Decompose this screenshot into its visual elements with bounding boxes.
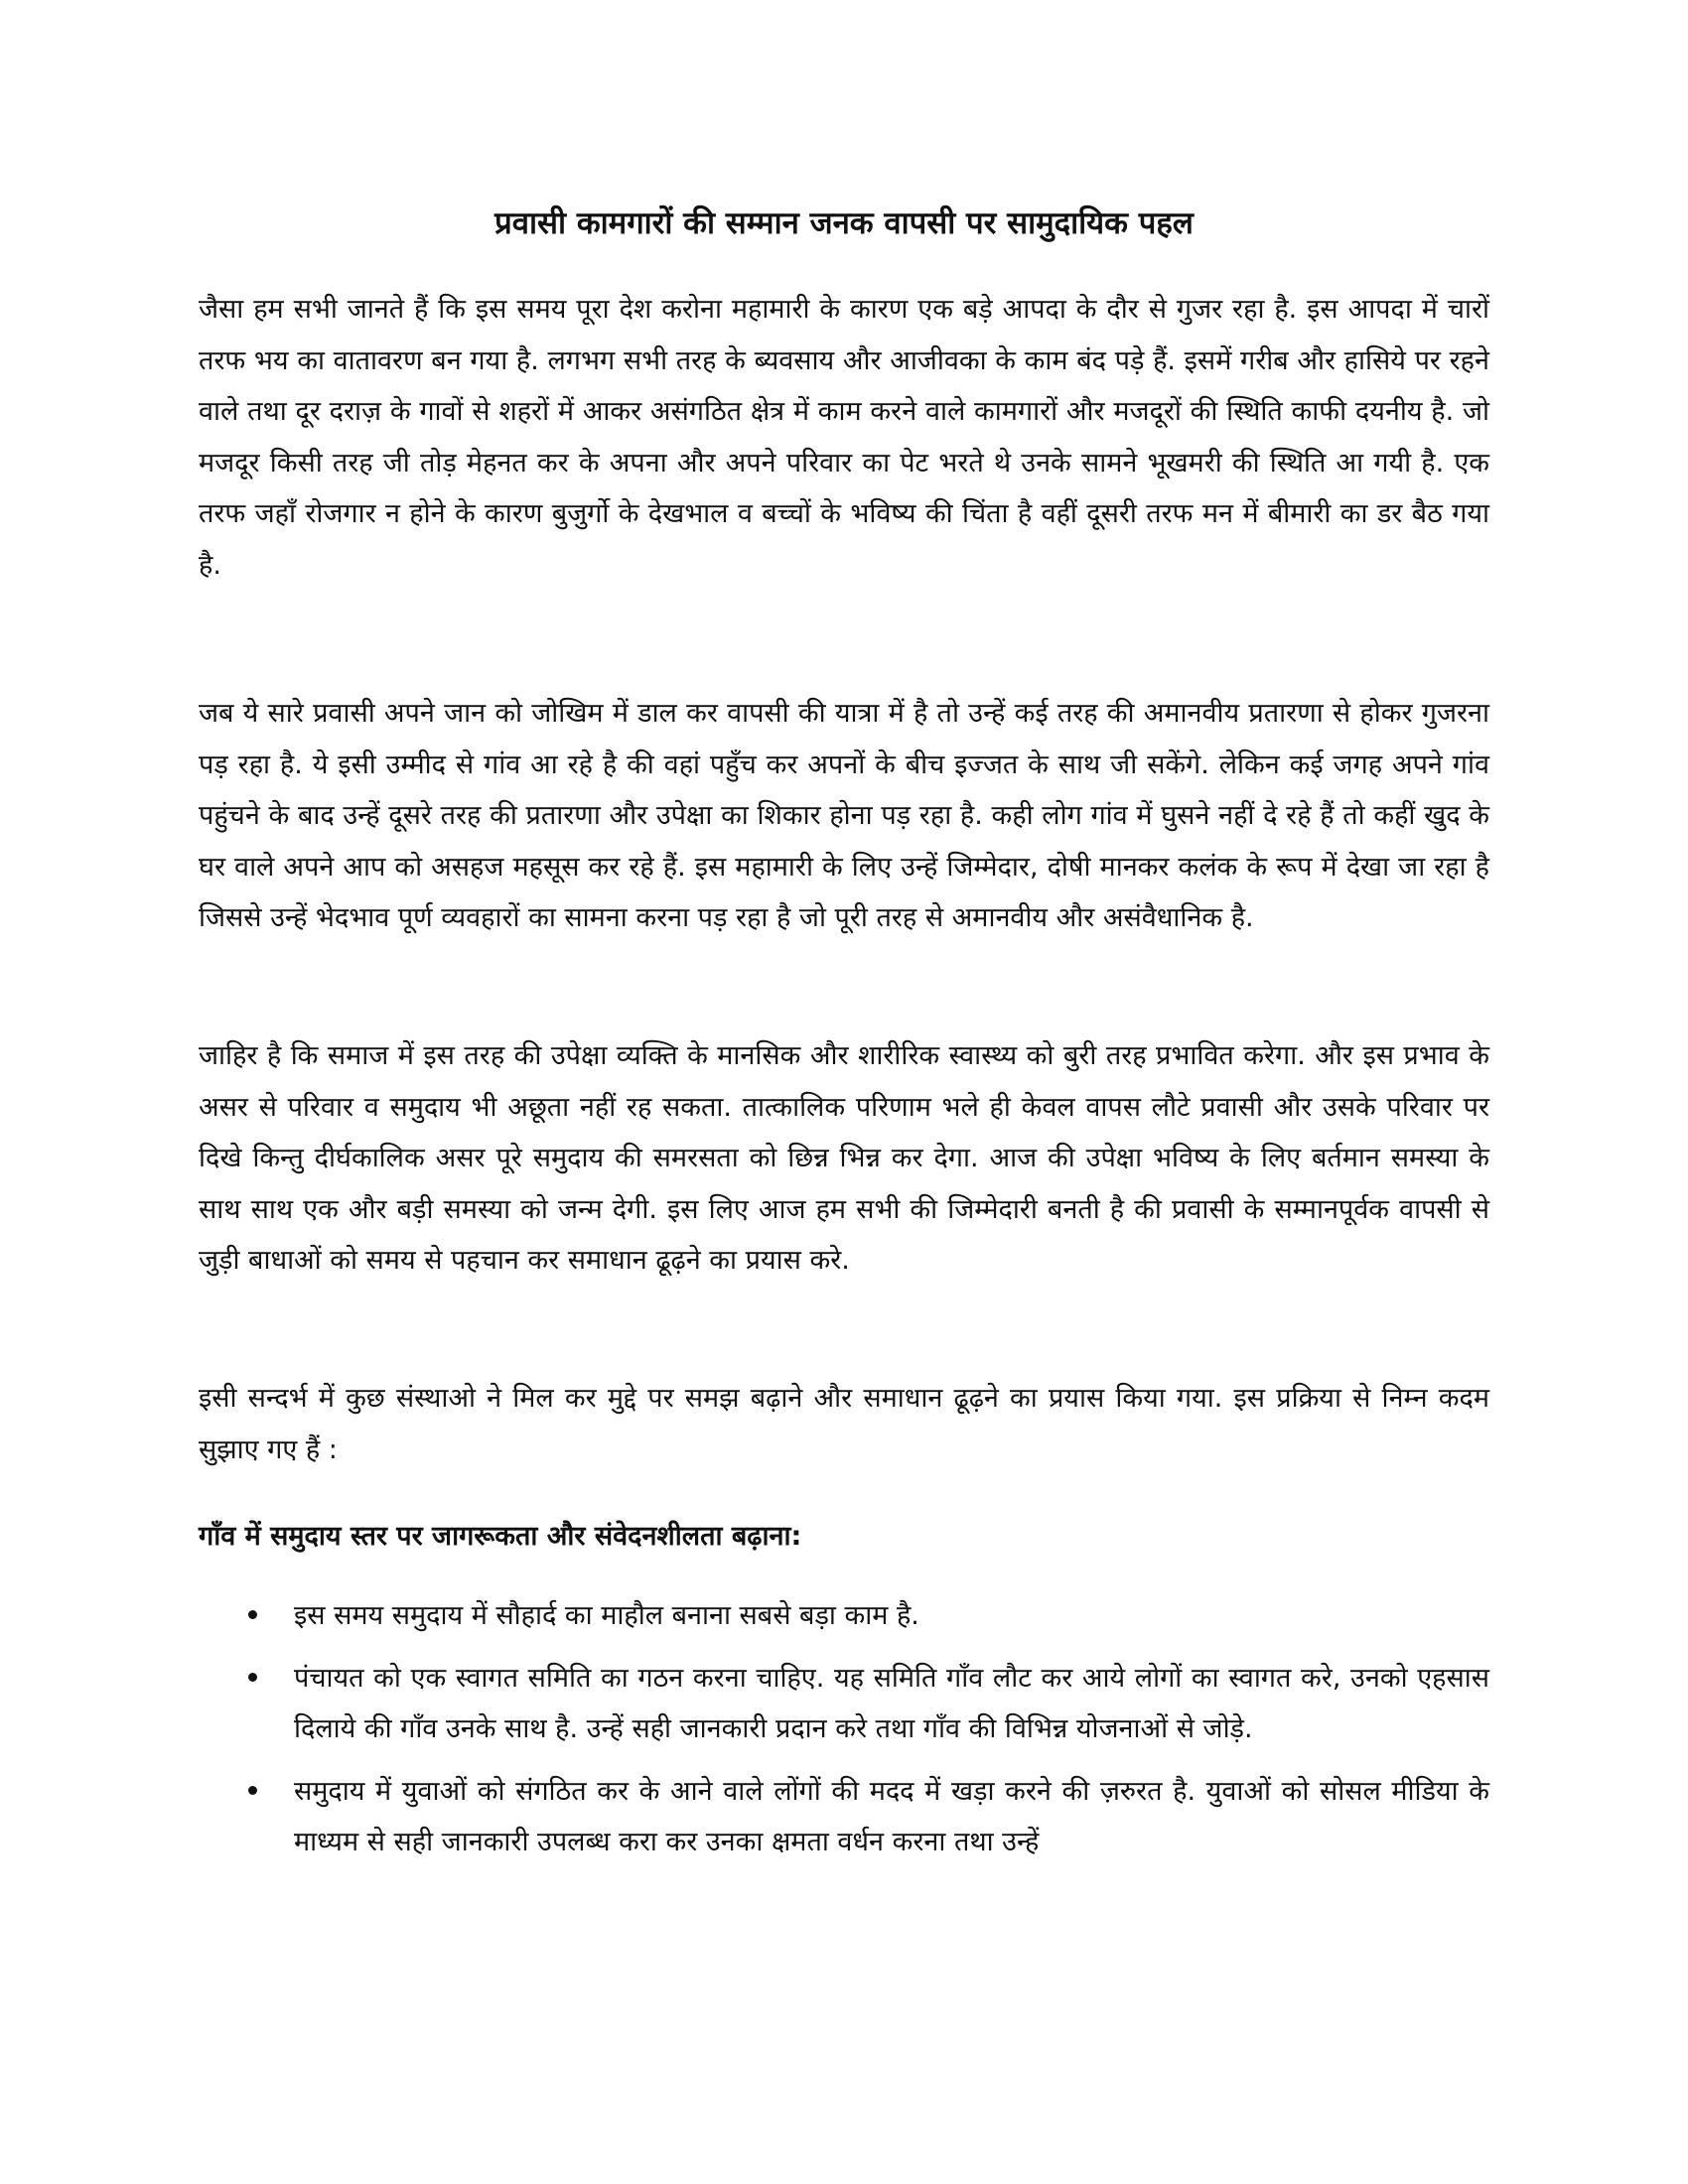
paragraph-social-impact: जाहिर है कि समाज में इस तरह की उपेक्षा व्यक्ति के मानसिक और शारीरिक स्वास्थ्य को बुरी तरह प्रभावित करेगा. और इस प्रभाव के असर से परिवार व समुदाय भी अछूता नहीं रह सकता. तात्कालिक परिणाम भले ही केवल वापस लौटे प्रवासी और उसके परिवार पर दिखे किन्तु दीर्घकालिक असर पूरे समुदाय की समरसता को छिन्न भिन्न कर देगा. आज की उपेक्षा भविष्य के लिए बर्तमान समस्या के साथ साथ एक और बड़ी समस्या को जन्म देगी. इस लिए आज हम सभी की जिम्मेदारी बनती है की प्रवासी के सम्मानपूर्वक वापसी से जुड़ी बाधाओं को समय से पहचान कर समाधान ढूढ़ने का प्रयास करे. — [199, 1040, 1489, 1276]
list-item-text: पंचायत को एक स्वागत समिति का गठन करना चाहिए. यह समिति गाँव लौट कर आये लोगों का स्वागत करे, उनको एहसास दिलाये की गाँव उनके साथ है. उन्हें सही जानकारी प्रदान करे तथा गाँव की विभिन्न योजनाओं से जोड़े. — [294, 1662, 1489, 1744]
list-item — [199, 1590, 1489, 1642]
bullet-dot-icon — [248, 1610, 257, 1619]
list-item-text: इस समय समुदाय में सौहार्द का माहौल बनाना सबसे बड़ा काम है. — [294, 1600, 919, 1631]
list-item — [199, 1653, 1489, 1755]
list-item-text: समुदाय में युवाओं को संगठित कर के आने वाले लोंगों की मदद में खड़ा करने की ज़रुरत है. युवाओं को सोसल मीडिया के माध्यम से सही जानकारी उपलब्ध करा कर उनका क्षमता वर्धन करना तथा उन्हें — [294, 1775, 1489, 1857]
bullet-list — [199, 1590, 1489, 1879]
list-item — [199, 1766, 1489, 1868]
paragraph-migrant-hardship: जब ये सारे प्रवासी अपने जान को जोखिम में डाल कर वापसी की यात्रा में है तो उन्हें कई तरह की अमानवीय प्रतारणा से होकर गुजरना पड़ रहा है. ये इसी उम्मीद से गांव आ रहे है की वहां पहुँच कर अपनों के बीच इज्जत के साथ जी सकेंगे. लेकिन कई जगह अपने गांव पहुंचने के बाद उन्हें दूसरे तरह की प्रतारणा और उपेक्षा का शिकार होना पड़ रहा है. कही लोग गांव में घुसने नहीं दे रहे हैं तो कहीं खुद के घर वाले अपने आप को असहज महसूस कर रहे हैं. इस महामारी के लिए उन्हें जिम्मेदार, दोषी मानकर कलंक के रूप में देखा जा रहा है जिससे उन्हें भेदभाव पूर्ण व्यवहारों का सामना करना पड़ रहा है जो पूरी तरह से अमानवीय और असंवैधानिक है. — [199, 698, 1489, 933]
bullet-dot-icon — [248, 1786, 257, 1795]
bullet-dot-icon — [248, 1673, 257, 1682]
page-title: प्रवासी कामगारों की सम्मान जनक वापसी पर सामुदायिक पहल — [494, 205, 1194, 241]
paragraph-intro: जैसा हम सभी जानते हैं कि इस समय पूरा देश करोना महामारी के कारण एक बड़े आपदा के दौर से गुजर रहा है. इस आपदा में चारों तरफ भय का वातावरण बन गया है. लगभग सभी तरह के ब्यवसाय और आजीवका के काम बंद पड़े हैं. इसमें गरीब और हासिये पर रहने वाले तथा दूर दराज़ के गावों से शहरों में आकर असंगठित क्षेत्र में काम करने वाले कामगारों और मजदूरों की स्थिति काफी दयनीय है. जो मजदूर किसी तरह जी तोड़ मेहनत कर के अपना और अपने परिवार का पेट भरते थे उनके सामने भूखमरी की स्थिति आ गयी है. एक तरफ जहाँ रोजगार न होने के कारण बुजुर्गो के देखभाल व बच्चों के भविष्य की चिंता है वहीं दूसरी तरफ मन में बीमारी का डर बैठ गया है. — [199, 294, 1489, 581]
paragraph-initiative: इसी सन्दर्भ में कुछ संस्थाओ ने मिल कर मुद्दे पर समझ बढ़ाने और समाधान ढूढ़ने का प्रयास किया गया. इस प्रक्रिया से निम्न कदम सुझाए गए हैं : — [199, 1383, 1489, 1465]
section-heading: गाँव में समुदाय स्तर पर जागरूकता और संवेदनशीलता बढ़ाना: — [199, 1521, 802, 1552]
